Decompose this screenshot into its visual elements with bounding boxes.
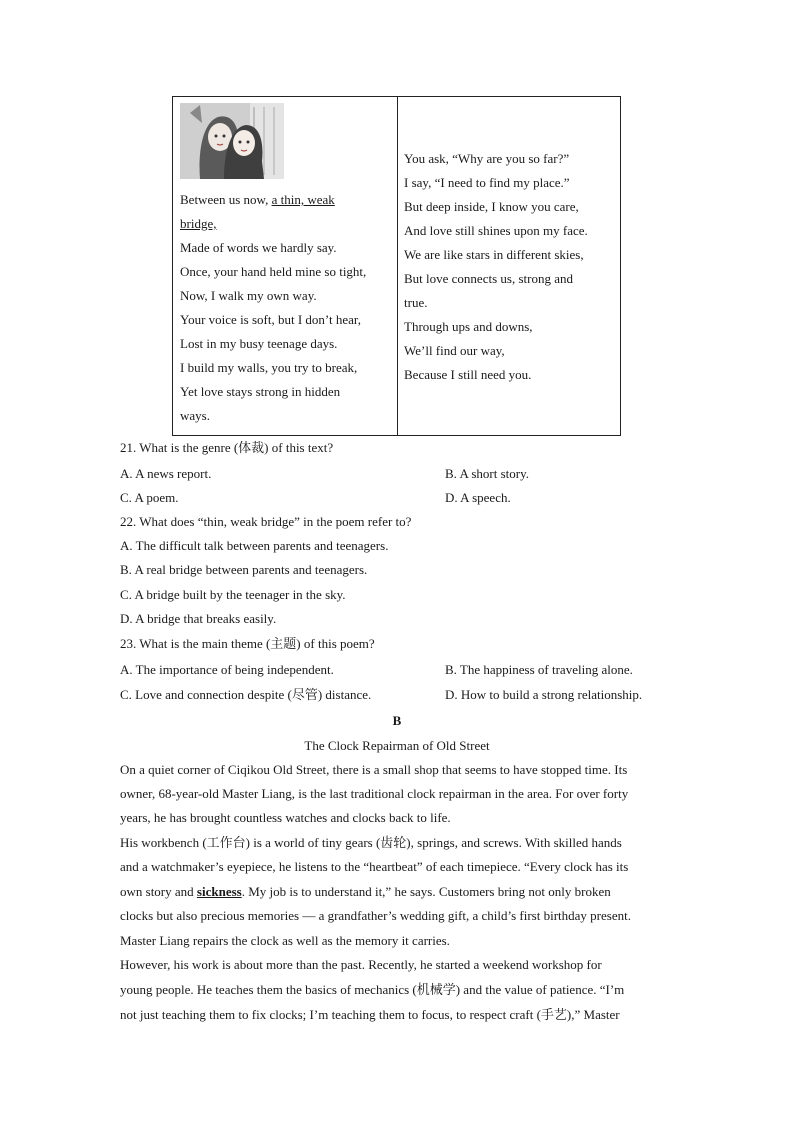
q21-option-c: C. A poem. <box>120 490 179 505</box>
q21-stem: 21. What is the genre (体裁) of this text? <box>120 440 334 455</box>
poem-left-line-3: Made of words we hardly say. <box>180 240 337 255</box>
poem-right-line-5: We are like stars in different skies, <box>404 247 584 262</box>
passage-line-6: own story and sickness. My job is to understand it,” he says. Customers bring not only broken <box>120 884 611 899</box>
passage-line-4: His workbench (工作台) is a world of tiny gears (齿轮), springs, and screws. With skilled hands <box>120 835 622 850</box>
q22-option-d: D. A bridge that breaks easily. <box>120 611 277 626</box>
poem-left-column <box>180 103 390 428</box>
q22-option-c: C. A bridge built by the teenager in the sky. <box>120 587 346 602</box>
keyword-sickness: sickness <box>196 884 242 899</box>
table-divider <box>397 97 398 435</box>
poem-table <box>172 96 621 436</box>
poem-left-line-8: I build my walls, you try to break, <box>180 360 358 375</box>
q23-option-a: A. The importance of being independent. <box>120 662 334 677</box>
passage-line-7: clocks but also precious memories — a grandfather’s wedding gift, a child’s first birthday present. <box>120 908 631 923</box>
passage-line-11: not just teaching them to fix clocks; I’m teaching them to focus, to respect craft (手艺),” Master <box>120 1007 620 1022</box>
poem-left-line-4: Once, your hand held mine so tight, <box>180 264 367 279</box>
passage-line-3: years, he has brought countless watches and clocks back to life. <box>120 810 451 825</box>
passage-line-8: Master Liang repairs the clock as well as the memory it carries. <box>120 933 450 948</box>
poem-right-line-8: Through ups and downs, <box>404 319 533 334</box>
poem-right-line-6: But love connects us, strong and <box>404 271 573 286</box>
poem-right-line-4: And love still shines upon my face. <box>404 223 588 238</box>
poem-left-line-6: Your voice is soft, but I don’t hear, <box>180 312 361 327</box>
poem-right-line-3: But deep inside, I know you care, <box>404 199 579 214</box>
poem-right-line-7: true. <box>404 295 428 310</box>
poem-right-line-1: You ask, “Why are you so far?” <box>404 151 570 166</box>
passage-line-2: owner, 68-year-old Master Liang, is the last traditional clock repairman in the area. For over forty <box>120 786 629 801</box>
q23-option-b: B. The happiness of traveling alone. <box>445 662 633 677</box>
passage-line-1: On a quiet corner of Ciqikou Old Street, there is a small shop that seems to have stopped time. Its <box>120 762 628 777</box>
section-b-label: B <box>392 713 402 728</box>
q23-option-c: C. Love and connection despite (尽管) distance. <box>120 687 372 702</box>
q22-stem: 22. What does “thin, weak bridge” in the poem refer to? <box>120 514 412 529</box>
poem-left-line-9: Yet love stays strong in hidden <box>180 384 341 399</box>
poem-left-line-5: Now, I walk my own way. <box>180 288 317 303</box>
passage-line-10: young people. He teaches them the basics of mechanics (机械学) and the value of patience. “I’m <box>120 982 625 997</box>
poem-right-column <box>404 147 616 387</box>
q22-option-a: A. The difficult talk between parents and teenagers. <box>120 538 389 553</box>
q21-option-a: A. A news report. <box>120 466 212 481</box>
q21-option-b: B. A short story. <box>445 466 530 481</box>
section-b-title: The Clock Repairman of Old Street <box>304 738 490 753</box>
illustration-mother-daughter <box>180 103 284 179</box>
poem-right-line-2: I say, “I need to find my place.” <box>404 175 570 190</box>
poem-right-line-9: We’ll find our way, <box>404 343 505 358</box>
q22-option-b: B. A real bridge between parents and teenagers. <box>120 562 368 577</box>
passage-line-5: and a watchmaker’s eyepiece, he listens to the “heartbeat” of each timepiece. “Every clock has its <box>120 859 629 874</box>
poem-left-line-7: Lost in my busy teenage days. <box>180 336 338 351</box>
q23-stem: 23. What is the main theme (主题) of this poem? <box>120 636 375 651</box>
poem-right-line-10: Because I still need you. <box>404 367 532 382</box>
passage-line-9: However, his work is about more than the past. Recently, he started a weekend workshop for <box>120 957 602 972</box>
illustration-drawing <box>180 103 284 179</box>
q23-option-d: D. How to build a strong relationship. <box>445 687 643 702</box>
poem-left-line-2: bridge, <box>180 216 217 231</box>
q21-option-d: D. A speech. <box>445 490 511 505</box>
poem-left-line-10: ways. <box>180 408 210 423</box>
poem-left-line-1: Between us now, a thin, weak <box>180 192 335 207</box>
